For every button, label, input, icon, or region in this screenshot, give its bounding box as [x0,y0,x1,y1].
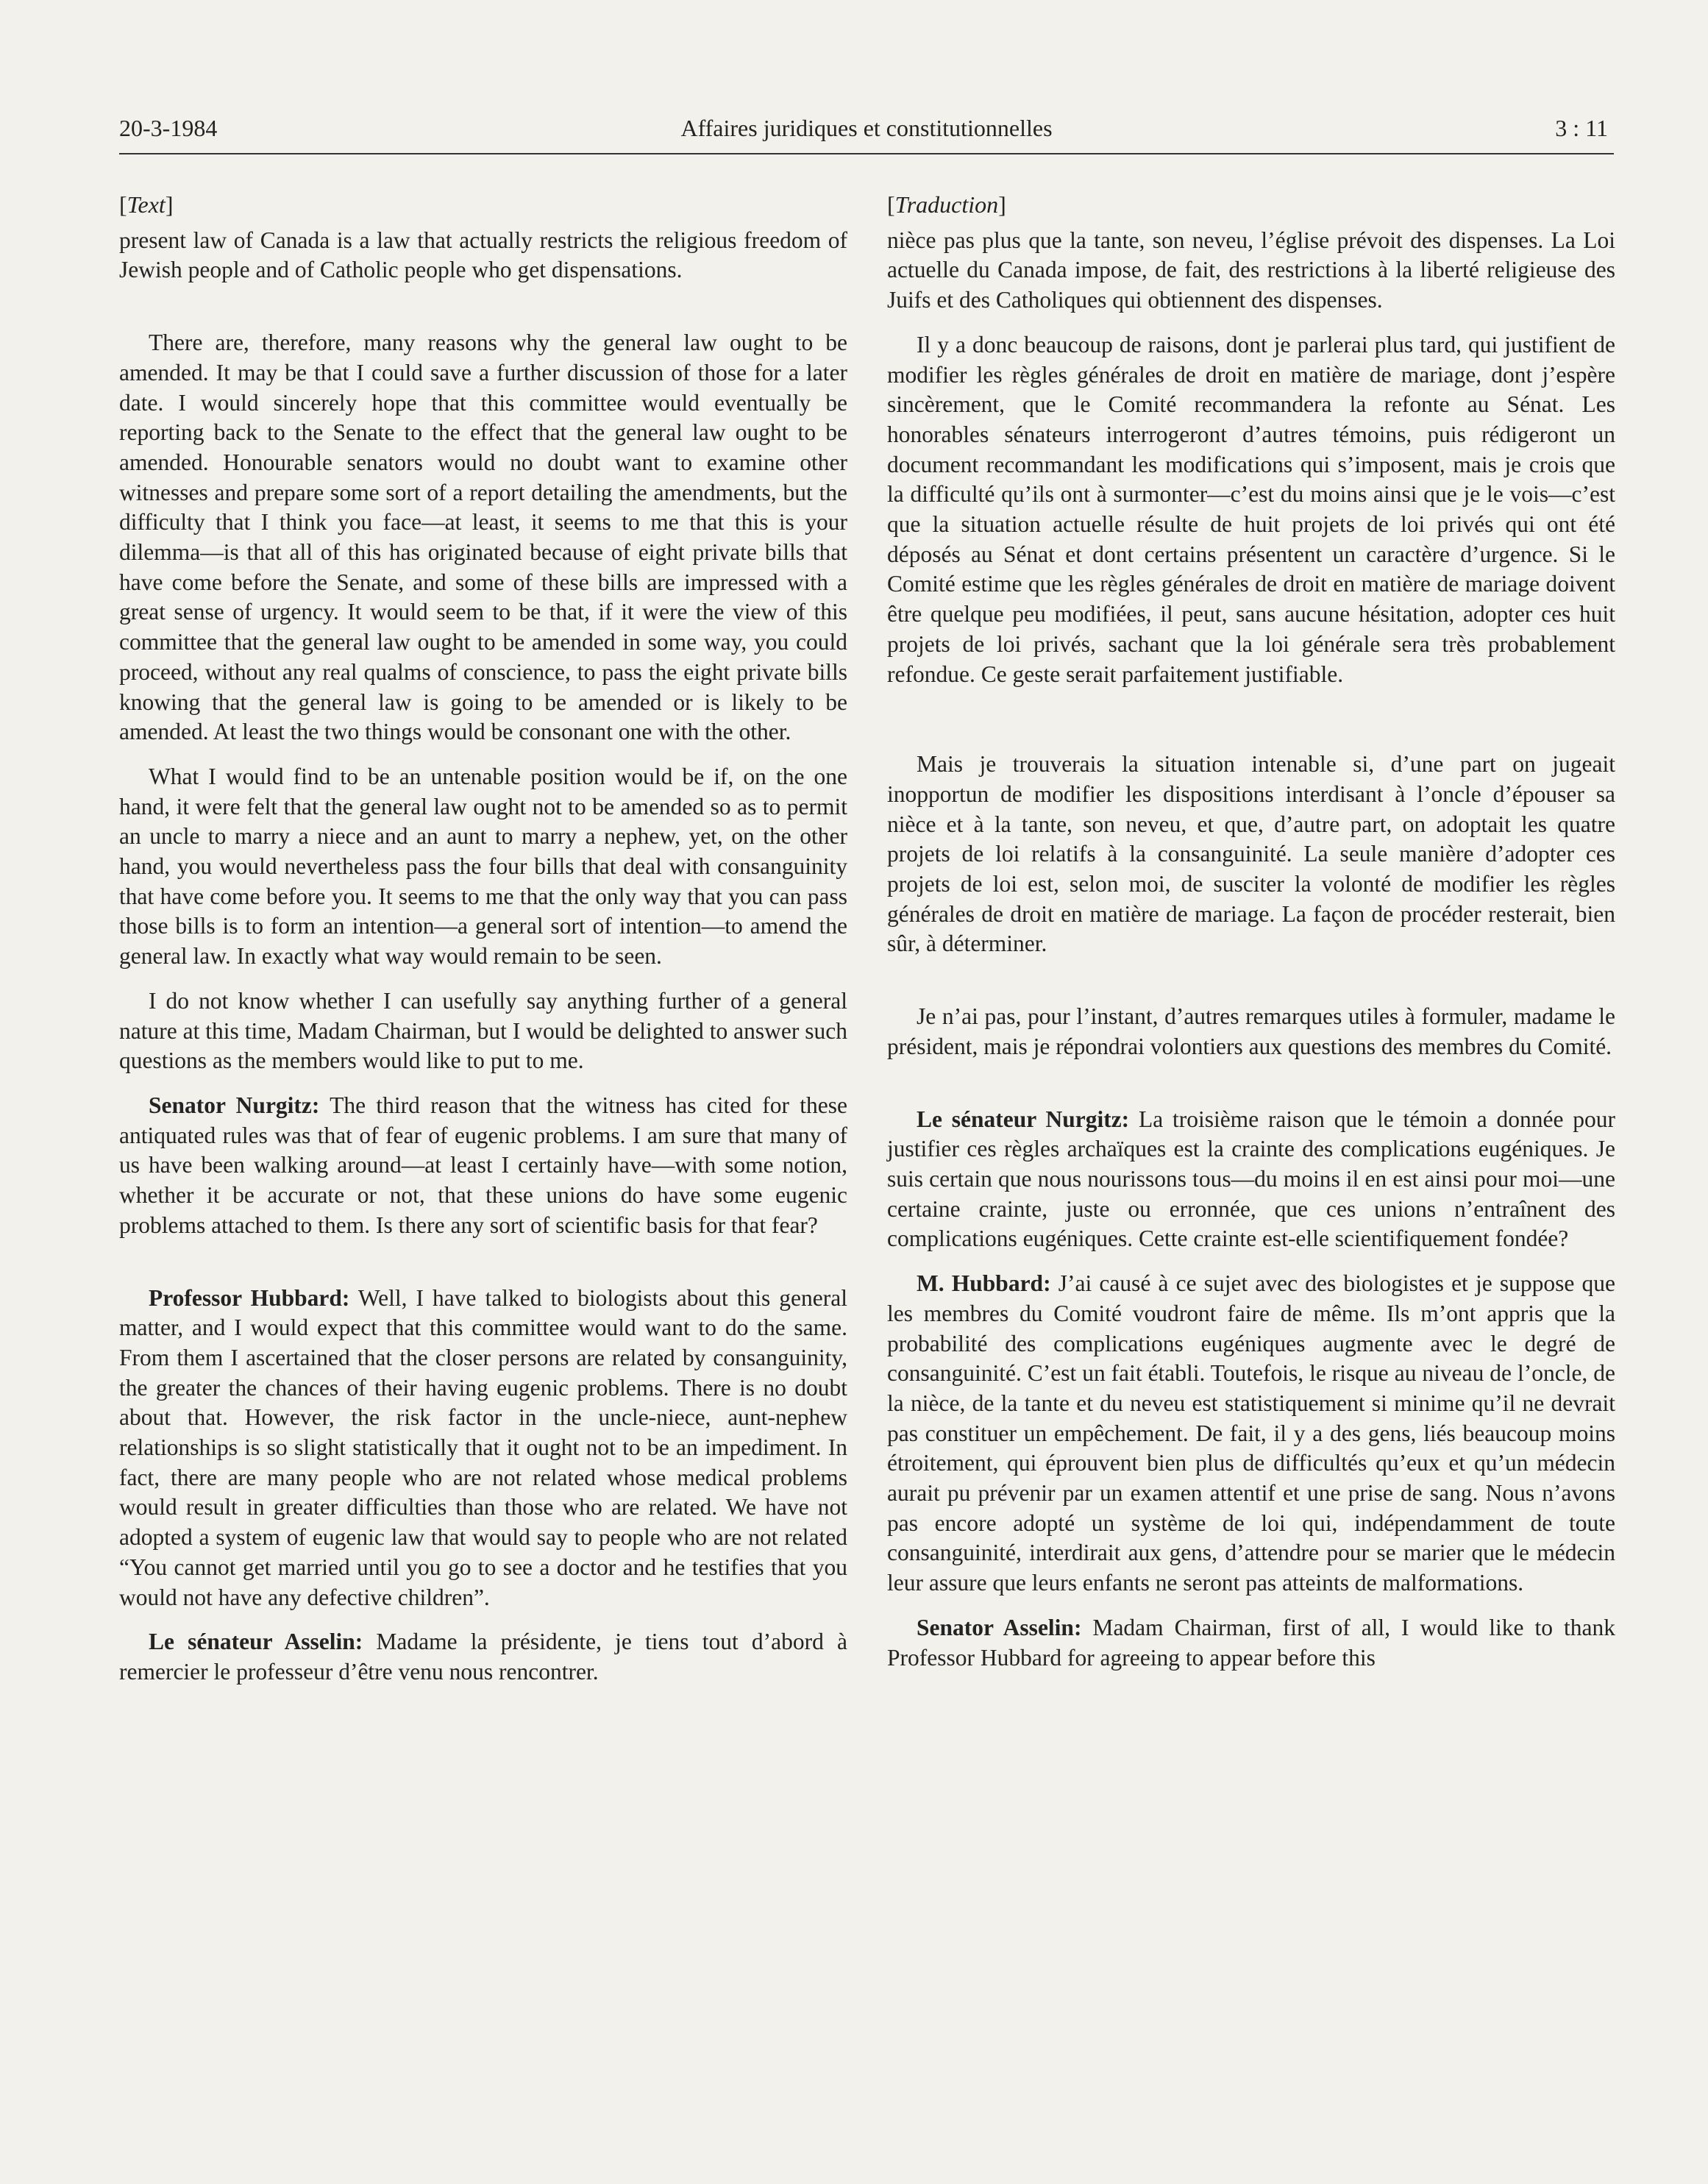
paragraph: There are, therefore, many reasons why the general law ought to be amended. It may be that I could save a further discussion of those for a later date. I would sincerely hope that this committee would eventually be reporting back to the Senate to the effect that the general law ought to be amended. Honourable senators would no doubt want to examine other witnesses and prepare some sort of a report detailing the amendments, but the difficulty that I think you face—at least, it seems to me that this is your dilemma—is that all of this has originated because of eight private bills that have come before the Senate, and some of these bills are impressed with a great sense of urgency. It would seem to be that, if it were the view of this committee that the general law ought to be amended in some way, you could proceed, without any real qualms of conscience, to pass the eight private bills knowing that the general law is going to be amended or is likely to be amended. At least the two things would be consonant one with the other. [119,330,847,745]
paragraph: Le sénateur Nurgitz: La troisième raison que le témoin a donnée pour justifier ces règles archaïques est la crainte des complications eugéniques. Je suis certain que nous nourissons tous—du moins il en est ainsi pour moi—une certaine crainte, juste ou erronnée, que ces unions n’entraînent des complications eugéniques. Cette crainte est-elle scientifiquement fondée? [887,1106,1615,1252]
paragraph: I do not know whether I can usefully say anything further of a general nature at this time, Madam Chairman, but I would be delighted to answer such questions as the members would like to put to me. [119,987,847,1074]
paragraph: nièce pas plus que la tante, son neveu, l’église prévoit des dispenses. La Loi actuelle du Canada impose, de fait, des restrictions à la liberté religieuse des Juifs et des Catholiques qui obtiennent des dispenses. [887,227,1615,313]
paragraph: Le sénateur Asselin: Madame la présidente, je tiens tout d’abord à remercier le professeur d’être venu nous rencontrer. [119,1629,847,1685]
speaker-name: Senator Asselin: [917,1614,1082,1640]
speaker-name: M. Hubbard: [917,1270,1051,1297]
paragraph: Mais je trouverais la situation intenable si, d’une part on jugeait inopportun de modifier les dispositions interdisant à l’oncle d’épouser sa nièce et à la tante, son neveu, et que, d’autre part, on adoptait les quatre projets de loi relatifs à la consanguinité. La seule manière d’adopter ces projets de loi est, selon moi, de susciter la volonté de modifier les règles générales de droit en matière de mariage. La façon de procéder resterait, bien sûr, à déterminer. [887,751,1615,957]
traduction-label: [Traduction] [887,191,1006,218]
header-page-number: 3 : 11 [1555,115,1608,141]
paragraph: Je n’ai pas, pour l’instant, d’autres remarques utiles à formuler, madame le président, mais je répondrai volontiers aux questions des membres du Comité. [887,1003,1615,1059]
paragraph: Senator Nurgitz: The third reason that the witness has cited for these antiquated rules was that of fear of eugenic problems. I am sure that many of us have been walking around—at least I certainly have—with some notion, whether it be accurate or not, that these unions do have some eugenic problems attached to them. Is there any sort of scientific basis for that fear? [119,1092,848,1238]
paragraph: What I would find to be an untenable position would be if, on the one hand, it were felt that the general law ought not to be amended so as to permit an uncle to marry a niece and an aunt to marry a nephew, yet, on the other hand, you would nevertheless pass the four bills that deal with consanguinity that have come before you. It seems to me that the only way that you can pass those bills is to form an intention—a general sort of intention—to amend the general law. In exactly what way would remain to be seen. [119,763,847,970]
header-title: Affaires juridiques et constitutionnelles [680,115,1053,141]
paragraph: Professor Hubbard: Well, I have talked to biologists about this general matter, and I would expect that this committee would want to do the same. From them I ascertained that the closer persons are related by consanguinity, the greater the chances of their having eugenic problems. There is no doubt about that. However, the risk factor in the uncle-niece, aunt-nephew relationships is so slight statistically that it ought not to be an impediment. In fact, there are many people who are not related whose medical problems would result in greater difficulties than those who are related. We have not adopted a system of eugenic law that would say to people who are not related “You cannot get married until you go to see a doctor and he testifies that you would not have any defective children”. [119,1284,847,1610]
speaker-name: Professor Hubbard: [149,1284,350,1311]
paragraph: M. Hubbard: J’ai causé à ce sujet avec des biologistes et je suppose que les membres du Comité voudront faire de même. Ils m’ont appris que la probabilité des complications eugéniques augmente avec le degré de consanguinité. C’est un fait établi. Toutefois, le risque au niveau de l’oncle, de la nièce, de la tante et du neveu est statistiquement si minime qu’il ne devrait pas constituer un empêchement. De fait, il y a des gens, liés beaucoup moins étroitement, qui éprouvent bien plus de difficultés qu’eux et qu’un médecin aurait pu prévenir par un examen attentif et une prise de sang. Nous n’avons pas encore adopté un système de loi qui, indépendamment de toute consanguinité, interdirait aux gens, d’attendre pour se marier que le médecin leur assure que leurs enfants ne seront pas atteints de malformations. [887,1270,1616,1596]
english-column [119,190,847,1702]
speaker-name: Senator Nurgitz: [149,1092,320,1118]
paragraph: Senator Asselin: Madam Chairman, first of all, I would like to thank Professor Hubbard for agreeing to appear before this [887,1614,1615,1671]
paragraph: present law of Canada is a law that actually restricts the religious freedom of Jewish people and of Catholic people who get dispensations. [119,227,847,283]
text-label: [Text] [119,191,174,218]
paragraph: Il y a donc beaucoup de raisons, dont je parlerai plus tard, qui justifient de modifier les règles générales de droit en matière de mariage, dont j’espère sincèrement, que le Comité recommandera la refonte au Sénat. Les honorables sénateurs interrogeront d’autres témoins, puis rédigeront un document recommandant les modifications qui s’imposent, mais je crois que la difficulté qu’ils ont à surmonter—c’est du moins ainsi que je le vois—c’est que la situation actuelle résulte de huit projets de loi privés qui ont été déposés au Sénat et dont certains présentent un caractère d’urgence. Si le Comité estime que les règles générales de droit en matière de mariage doivent être quelque peu modifiées, il peut, sans aucune hésitation, adopter ces huit projets de loi privés, sachant que la loi générale sera très probablement refondue. Ce geste serait parfaitement justifiable. [887,331,1615,687]
page-header [119,112,1614,154]
speaker-name: Le sénateur Asselin: [149,1629,363,1655]
french-column [887,190,1615,1687]
speaker-name: Le sénateur Nurgitz: [917,1106,1130,1132]
header-date: 20-3-1984 [119,115,218,141]
